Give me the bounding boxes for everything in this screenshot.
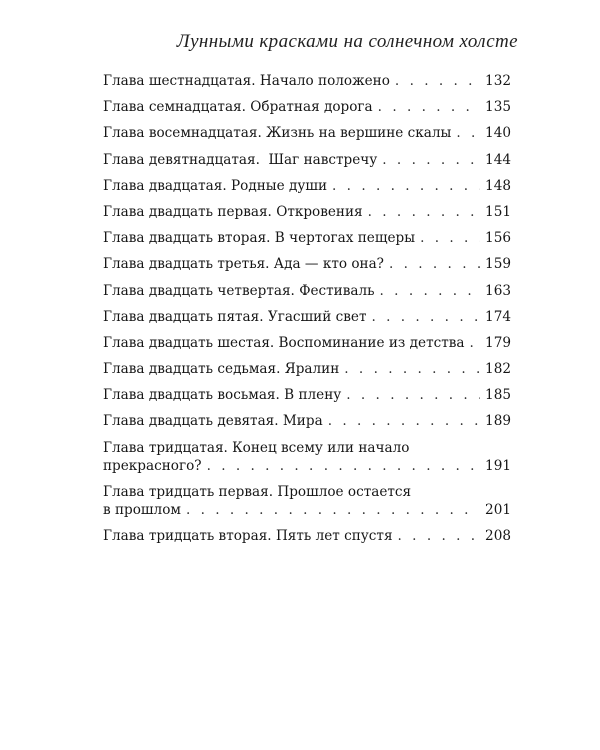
toc-entry-title-line1: Глава тридцатая. Конец всему или начало [103,439,410,456]
dot-leader [344,360,480,378]
toc-entry [103,308,511,326]
table-of-contents [103,72,511,553]
toc-entry-title: Глава восемнадцатая. Жизнь на вершине скалы [103,125,452,142]
running-header: Лунными красками на солнечном холсте [176,31,518,52]
toc-entry [103,124,511,142]
dot-leader [207,457,480,475]
toc-entry-page: 132 [485,73,511,89]
toc-entry-title: Глава двадцать седьмая. Яралин [103,361,340,378]
toc-entry [103,98,511,116]
dot-leader [395,72,480,90]
toc-entry-title: Глава двадцать третья. Ада — кто она? [103,256,384,273]
dot-leader [382,151,480,169]
toc-entry [103,439,511,475]
toc-entry-page: 189 [485,413,511,430]
toc-entry [103,72,511,90]
toc-entry [103,151,511,169]
toc-entry [103,177,511,195]
dot-leader [332,177,480,195]
dot-leader [186,501,480,519]
toc-entry-title: Глава двадцать шестая. Воспоминание из детства [103,334,465,351]
toc-entry-title: Глава семнадцатая. Обратная дорога [103,99,373,116]
toc-entry-title: Глава двадцатая. Родные души [103,177,328,194]
toc-entry-title-line1: Глава тридцать первая. Прошлое остается [103,483,412,500]
toc-entry-page: 208 [485,528,511,544]
toc-entry-page: 185 [485,387,511,404]
toc-entry-title: Глава двадцать четвертая. Фестиваль [103,282,375,299]
toc-entry-title: Глава тридцать вторая. Пять лет спустя [103,528,393,544]
toc-entry [103,360,511,378]
dot-leader [398,527,481,545]
toc-entry [103,255,511,273]
toc-entry-page: 179 [485,334,511,351]
toc-entry-title: Глава шестнадцатая. Начало положено [103,73,390,89]
toc-entry-page: 201 [485,501,511,518]
toc-entry-page: 144 [485,151,511,168]
dot-leader [469,334,480,352]
toc-entry-title: Глава двадцать первая. Откровения [103,203,363,220]
toc-entry-page: 151 [485,203,511,220]
dot-leader [378,98,480,116]
toc-entry [103,483,511,519]
toc-entry-title: Глава девятнадцатая. Шаг навстречу [103,151,378,168]
toc-entry-page: 156 [485,230,511,247]
toc-entry-title: Глава двадцать вторая. В чертогах пещеры [103,230,416,247]
dot-leader [389,255,480,273]
toc-entry-page: 163 [485,282,511,299]
dot-leader [328,412,480,430]
dot-leader [380,282,481,300]
toc-entry-title: Глава двадцать восьмая. В плену [103,387,342,404]
toc-entry-title-line2: прекрасного? [103,457,202,474]
dot-leader [368,203,480,221]
toc-entry-page: 191 [485,457,511,474]
dot-leader [456,124,480,142]
toc-entry [103,229,511,247]
toc-entry-page: 148 [485,177,511,194]
dot-leader [346,386,480,404]
toc-entry [103,203,511,221]
toc-entry-page: 182 [485,361,511,378]
toc-entry-title: Глава двадцать девятая. Мира [103,413,323,430]
toc-entry-title-line2: в прошлом [103,501,181,518]
dot-leader [371,308,480,326]
toc-entry-page: 159 [485,256,511,273]
toc-entry-title: Глава двадцать пятая. Угасший свет [103,308,367,325]
toc-entry [103,386,511,404]
toc-entry-page: 140 [485,125,511,142]
toc-entry-page: 174 [485,308,511,325]
toc-entry [103,282,511,300]
toc-entry [103,527,511,545]
toc-entry [103,334,511,352]
toc-entry-page: 135 [485,99,511,116]
dot-leader [420,229,480,247]
toc-entry [103,412,511,430]
